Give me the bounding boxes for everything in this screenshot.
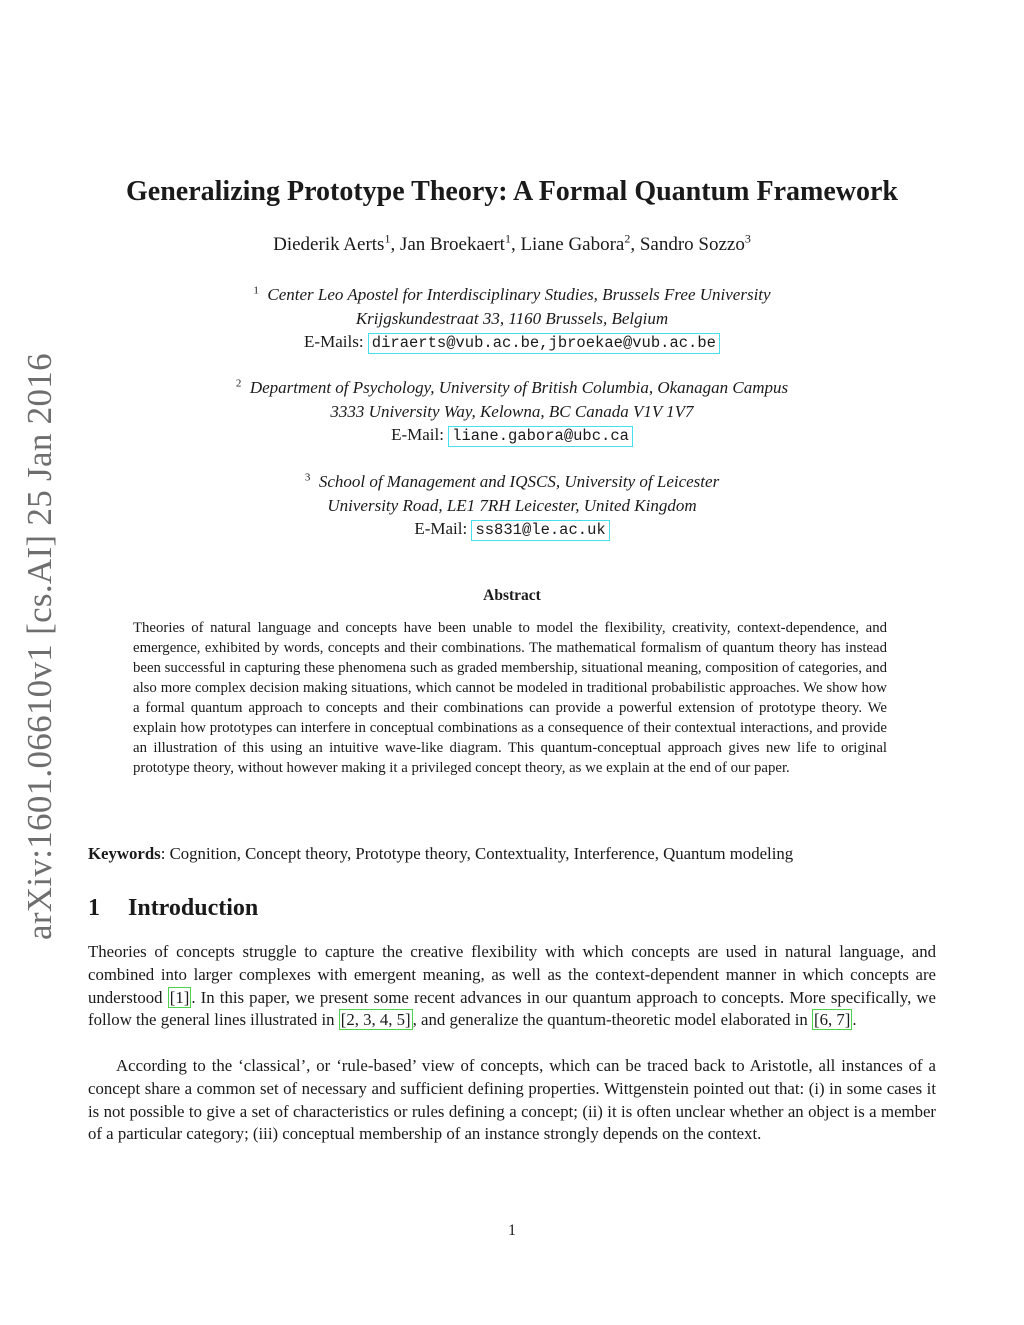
citation-link[interactable]: [6, 7] [813, 1010, 851, 1030]
abstract-text: Theories of natural language and concepts have been unable to model the flexibility, creativity, context-dependence, and emergence, exhibited by words, concepts and their combinations. The mathematical formalism of quantum theory has instead been successful in capturing these phenomena such as graded membership, situational meaning, composition of categories, and also more complex decision making situations, which cannot be modeled in traditional probabilistic approaches. We show how a formal quantum approach to concepts and their combinations can provide a powerful extension of prototype theory. We explain how prototypes can interfere in conceptual combinations as a consequence of their contextual interactions, and provide an illustration of this using an intuitive wave-like diagram. This quantum-conceptual approach gives new life to original prototype theory, without however making it a privileged concept theory, as we explain at the end of our paper. [133, 620, 887, 776]
email-link[interactable]: diraerts@vub.ac.be,jbroekae@vub.ac.be [368, 333, 720, 354]
page-number: 1 [508, 1222, 516, 1239]
keywords-label: Keywords [88, 844, 161, 863]
citation-link[interactable]: [2, 3, 4, 5] [340, 1010, 411, 1030]
paragraph-intro: Theories of concepts struggle to capture the creative flexibility with which concepts are used in natural language, and combined into larger complexes with emergent meaning, as well as the context-dependent manner in which concepts are understood [1] . In this paper, we present some recent advances in our quantum approach to concepts. More specifically, we follow the general lines illustrated in [2, 3, 4, 5] , and generalize the quantum-theoretic model elaborated in [6, 7] . [88, 942, 936, 1030]
arxiv-identifier: arXiv:1601.06610v1 [cs.AI] 25 Jan 2016 [20, 353, 59, 940]
author: Jan Broekaert$^1$, [399, 231, 521, 255]
abstract-heading: Abstract [483, 587, 541, 604]
paragraph-classical-view: According to the ‘classical’, or ‘rule-based’ view of concepts, which can be traced back to Aristotle, all instances of a concept share a common set of necessary and sufficient defining properties. Wittgenstein pointed out that: (i) in some cases it is not possible to give a set of characteristics or rules defining a concept; (ii) it is often unclear whether an object is a member of a particular category; (iii) conceptual membership of an instance strongly depends on the context. [88, 1056, 936, 1144]
email-link[interactable]: liane.gabora@ubc.ca [448, 426, 633, 447]
keywords-list: : Cognition, Concept theory, Prototype theory, Contextuality, Interference, Quantum modeling [160, 844, 794, 863]
paper-title: Generalizing Prototype Theory: A Formal Quantum Framework [126, 176, 898, 207]
section-heading: 1 Introduction [88, 895, 259, 921]
affiliation-3: $^3$ School of Management and IQSCS, University of Leicester University Road, LE1 7RH Leicester, United Kingdom E-Mail: ss831@le.ac.uk [304, 471, 720, 539]
author: Sandro Sozzo$^3$ [639, 231, 751, 255]
email-link[interactable]: ss831@le.ac.uk [471, 520, 609, 541]
affiliation-2: $^2$ Department of Psychology, University of British Columbia, Okanagan Campus 3333 University Way, Kelowna, BC Canada V1V 1V7 E-Mail: liane.gabora@ubc.ca [235, 377, 789, 445]
author: Liane Gabora$^2$, [520, 231, 640, 255]
author: Diederik Aerts$^1$, [273, 231, 400, 255]
affiliation-1: $^1$ Center Leo Apostel for Interdisciplinary Studies, Brussels Free University Krijgskundestraat 33, 1160 Brussels, Belgium E-Mails: diraerts@vub.ac.be,jbroekae@vub.ac.be [253, 284, 771, 352]
author-list [0, 231, 1024, 256]
keywords [88, 844, 936, 864]
citation-link[interactable]: [1] [169, 987, 190, 1007]
